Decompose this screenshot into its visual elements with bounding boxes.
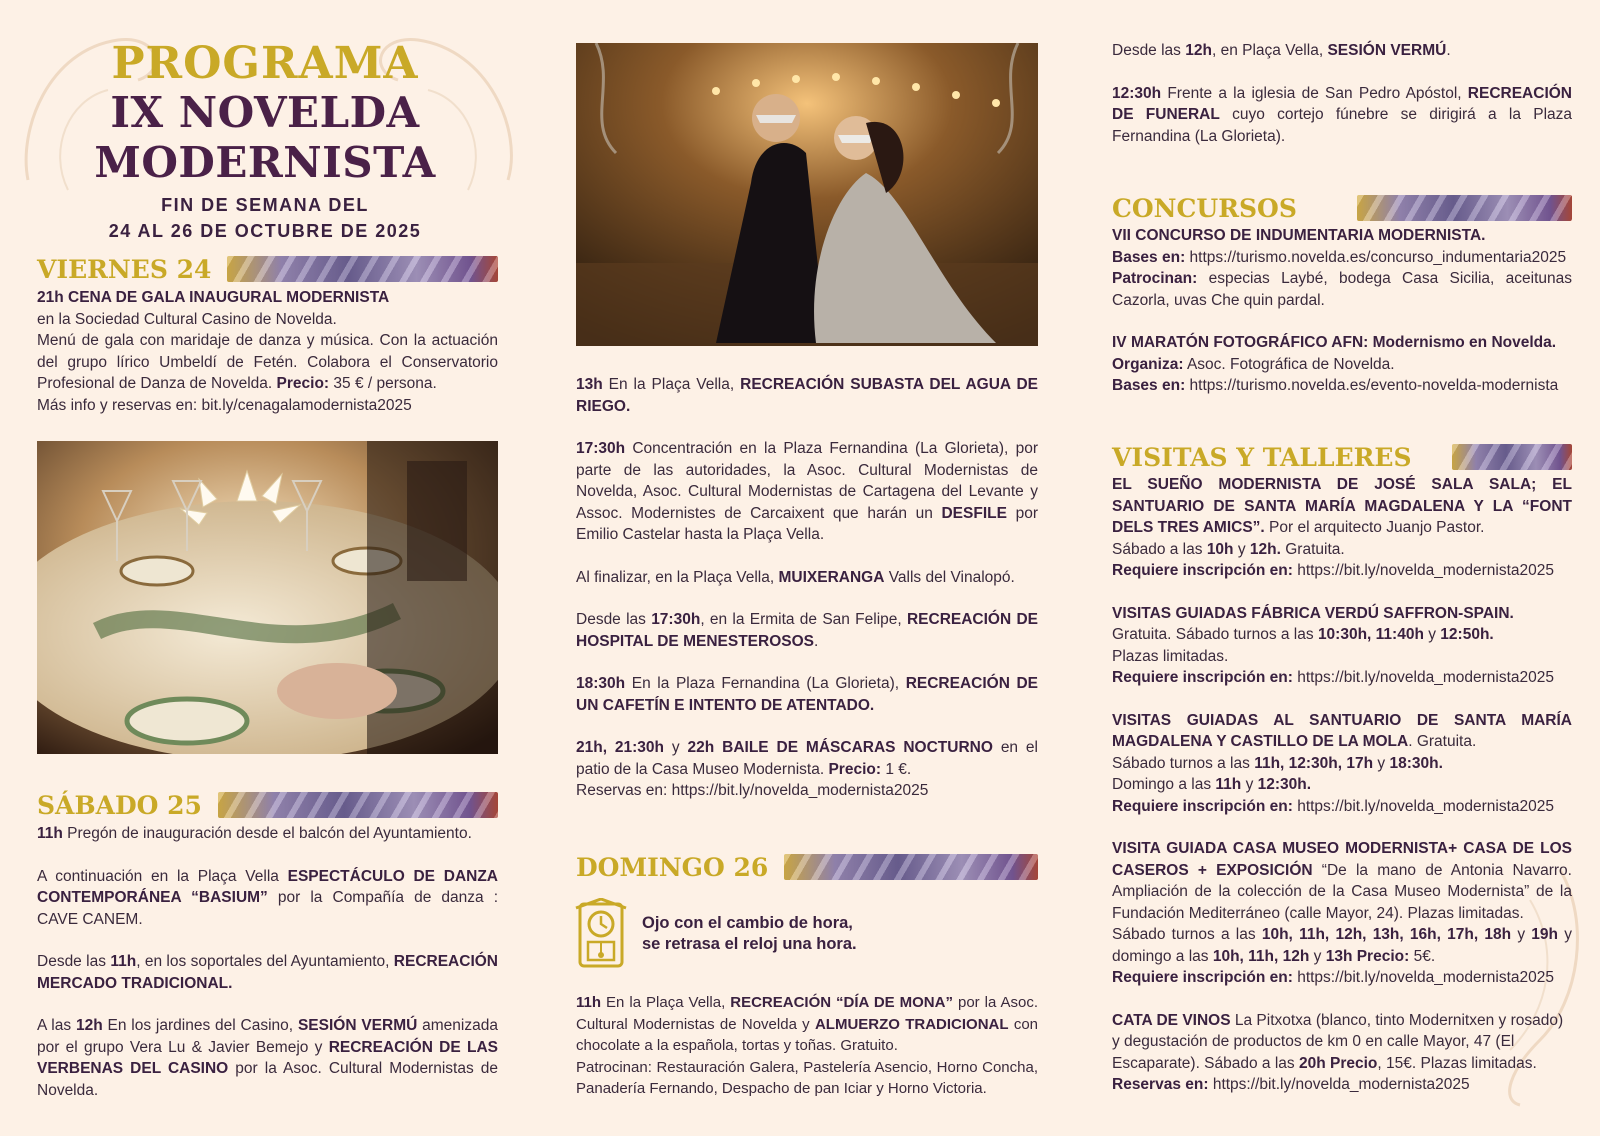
visitas-list xyxy=(1112,474,1572,1096)
sabado-item-3: Desde las 11h, en los soportales del Ayuntamiento, RECREACIÓN MERCADO TRADICIONAL. xyxy=(37,953,498,992)
price-label: Precio: xyxy=(276,375,330,392)
visita-santuario-castillo: VISITAS GUIADAS AL SANTUARIO DE SANTA MARÍA MAGDALENA Y CASTILLO DE LA MOLA. Gratuita. Sábado turnos a las 11h, 12:30h, 17h y 18:30h. Domingo a las 11h y 12:30h. Requiere inscripción en: https://bit.ly/novelda_modernista2025 xyxy=(1112,711,1572,815)
viernes-description: Menú de gala con maridaje de danza y música. Con la actuación del grupo lírico Umbeldí de Fetén. Colabora el Conservatorio Profesional de Danza de Novelda. xyxy=(37,332,498,392)
inscripcion-link[interactable]: https://bit.ly/novelda_modernista2025 xyxy=(1297,969,1554,986)
date-line-1: FIN DE SEMANA DEL xyxy=(161,195,369,215)
viernes-event xyxy=(37,287,498,416)
viernes-title: VIERNES 24 xyxy=(37,255,212,284)
maraton-link[interactable]: https://turismo.novelda.es/evento-novelda-modernista xyxy=(1189,377,1559,394)
visita-sueno-modernista: EL SUEÑO MODERNISTA DE JOSÉ SALA SALA; EL SANTUARIO DE SANTA MARÍA MAGDALENA Y LA “FONT DELS TRES AMICS”. Por el arquitecto Juanjo Pastor. Sábado a las 10h y 12h. Gratuita. Requiere inscripción en: https://bit.ly/novelda_modernista2025 xyxy=(1112,476,1572,579)
section-visitas-heading xyxy=(1112,442,1572,472)
sabado-item-2: A continuación en la Plaça Vella ESPECTÁCULO DE DANZA CONTEMPORÁNEA “BASIUM” por la Compañía de danza : CAVE CANEM. xyxy=(37,867,498,928)
page-title: IX NOVELDA MODERNISTA xyxy=(94,88,436,187)
event-baile: 21h, 21:30h y 22h BAILE DE MÁSCARAS NOCTURNO en el patio de la Casa Museo Modernista. Precio: 1 €. Reservas en: https://bit.ly/novelda_modernista2025 xyxy=(576,739,1038,799)
programa-label: PROGRAMA xyxy=(111,38,419,89)
time-change-note xyxy=(574,898,1036,970)
concurso-indumentaria-link[interactable]: https://turismo.novelda.es/concurso_indumentaria2025 xyxy=(1189,248,1567,266)
domingo-title: DOMINGO 26 xyxy=(576,853,769,882)
inscripcion-link[interactable]: https://bit.ly/novelda_modernista2025 xyxy=(1297,669,1554,686)
decorative-band xyxy=(218,792,498,818)
visita-verdu-saffron: VISITAS GUIADAS FÁBRICA VERDÚ SAFFRON-SPAIN. Gratuita. Sábado turnos a las 10:30h, 11:40h y 12:50h. Plazas limitadas. Requiere inscripción en: https://bit.ly/novelda_modernista2025 xyxy=(1112,604,1554,686)
event-dia-de-mona: 11h En la Plaça Vella, RECREACIÓN “DÍA DE MONA” por la Asoc. Cultural Modernistas de Novelda y ALMUERZO TRADICIONAL con chocolate a la española, tortas y toñas. Gratuito. xyxy=(576,994,1039,1054)
event-cafetin: 18:30h En la Plaza Fernandina (La Glorieta), RECREACIÓN DE UN CAFETÍN E INTENTO DE ATENTADO. xyxy=(576,675,1039,714)
maraton-title: IV MARATÓN FOTOGRÁFICO AFN: Modernismo en Novelda. xyxy=(1112,334,1557,351)
visitas-title: VISITAS Y TALLERES xyxy=(1112,443,1412,472)
decorative-band xyxy=(227,256,498,282)
event-subasta: 13h En la Plaça Vella, RECREACIÓN SUBASTA DEL AGUA DE RIEGO. xyxy=(576,376,1038,415)
gala-dinner-photo xyxy=(37,441,498,754)
price-value: 35 € / persona. xyxy=(333,375,437,392)
viernes-event-title: 21h CENA DE GALA INAUGURAL MODERNISTA xyxy=(37,289,390,306)
section-sabado-heading xyxy=(37,790,498,820)
section-viernes-heading xyxy=(37,254,498,284)
event-muixeranga: Al finalizar, en la Plaça Vella, MUIXERANGA Valls del Vinalopó. xyxy=(576,568,1015,586)
domingo-cont-events xyxy=(1112,40,1572,147)
inscripcion-link[interactable]: https://bit.ly/novelda_modernista2025 xyxy=(1297,797,1554,815)
sabado-cont-events xyxy=(576,374,1038,802)
inscripcion-link[interactable]: https://bit.ly/novelda_modernista2025 xyxy=(1297,562,1554,579)
viernes-reservations: Más info y reservas en: bit.ly/cenagalamodernista2025 xyxy=(37,396,412,414)
concursos-list: VII CONCURSO DE INDUMENTARIA MODERNISTA. Bases en: https://turismo.novelda.es/concurso_indumentaria2025 Patrocinan: especias Laybé, bodega Casa Sicilia, aceitunas Cazorla, uvas Che quin pardal. IV MARATÓN FOTOGRÁFICO AFN: Modernismo en Novelda. Organiza: Asoc. Fotográfica de Novelda. Bases en: https://turismo.novelda.es/evento-novelda-modernista xyxy=(1112,227,1572,394)
sabado-item-4: A las 12h En los jardines del Casino, SESIÓN VERMÚ amenizada por el grupo Vera Lu & Javier Bemejo y RECREACIÓN DE LAS VERBENAS DEL CASINO por la Asoc. Cultural Modernistas de Novelda. xyxy=(37,1017,499,1099)
domingo-events xyxy=(576,992,1038,1100)
clock-icon xyxy=(574,898,628,970)
time-change-line-2: se retrasa el reloj una hora. xyxy=(642,935,857,953)
cata-de-vinos: CATA DE VINOS La Pitxotxa (blanco, tinto Modernitxen y rosado) y degustación de productos de km 0 en calle Mayor, 47 (El Escaparate). Sábado a las 20h Precio, 15€. Plazas limitadas. Reservas en: https://bit.ly/novelda_modernista2025 xyxy=(1112,1011,1564,1093)
domingo-sponsors: Patrocinan: Restauración Galera, Pastelería Asencio, Horno Concha, Panadería Fernando, Despacho de pan Iciar y Horno Victoria. xyxy=(576,1058,1038,1097)
reservas-link[interactable]: https://bit.ly/novelda_modernista2025 xyxy=(1212,1076,1470,1093)
sabado-item-1: 11h Pregón de inauguración desde el balcón del Ayuntamiento. xyxy=(37,825,472,842)
event-hospital: Desde las 17:30h, en la Ermita de San Felipe, RECREACIÓN DE HOSPITAL DE MENESTEROSOS. xyxy=(576,611,1038,650)
time-change-line-1: Ojo con el cambio de hora, xyxy=(642,914,853,932)
section-concursos-heading xyxy=(1112,193,1572,223)
baile-reservations: Reservas en: https://bit.ly/novelda_modernista2025 xyxy=(576,782,929,799)
decorative-band xyxy=(1452,444,1572,470)
event-vermu: Desde las 12h, en Plaça Vella, SESIÓN VERMÚ. xyxy=(1112,42,1451,59)
concurso-indumentaria-title: VII CONCURSO DE INDUMENTARIA MODERNISTA. xyxy=(1112,227,1486,244)
sabado-events xyxy=(37,823,498,1101)
concursos-title: CONCURSOS xyxy=(1112,194,1297,223)
event-funeral: 12:30h Frente a la iglesia de San Pedro Apóstol, RECREACIÓN DE FUNERAL cuyo cortejo fúnebre se dirigirá a la Plaza Fernandina (La Glorieta). xyxy=(1112,84,1573,145)
visita-casa-museo: VISITA GUIADA CASA MUSEO MODERNISTA+ CASA DE LOS CASEROS + EXPOSICIÓN “De la mano de Antonia Navarro. Ampliación de la colección de la Casa Museo Modernista” de la Fundación Mediterráneo (calle Mayor, 24). Plazas limitadas. Sábado turnos a las 10h, 11h, 12h, 13h, 16h, 17h, 18h y 19h y domingo a las 10h, 11h, 12h y 13h Precio: 5€. Requiere inscripción en: https://bit.ly/novelda_modernista2025 xyxy=(1112,840,1572,986)
viernes-venue: en la Sociedad Cultural Casino de Novelda. xyxy=(37,310,337,328)
header xyxy=(10,40,520,244)
masquerade-dance-photo xyxy=(576,43,1038,346)
event-desfile: 17:30h Concentración en la Plaza Fernandina (La Glorieta), por parte de las autoridades, la Asoc. Cultural Modernistas de Novelda, Asoc. Cultural Modernistas de Cartagena del Levante y Assoc. Modernistes de Carcaixent que harán un DESFILE por Emilio Castelar hasta la Plaça Vella. xyxy=(576,440,1038,543)
decorative-band xyxy=(784,854,1038,880)
sabado-title: SÁBADO 25 xyxy=(37,791,202,820)
section-domingo-heading xyxy=(576,852,1038,882)
decorative-band xyxy=(1357,195,1572,221)
date-line-2: 24 AL 26 DE OCTUBRE DE 2025 xyxy=(108,221,422,241)
